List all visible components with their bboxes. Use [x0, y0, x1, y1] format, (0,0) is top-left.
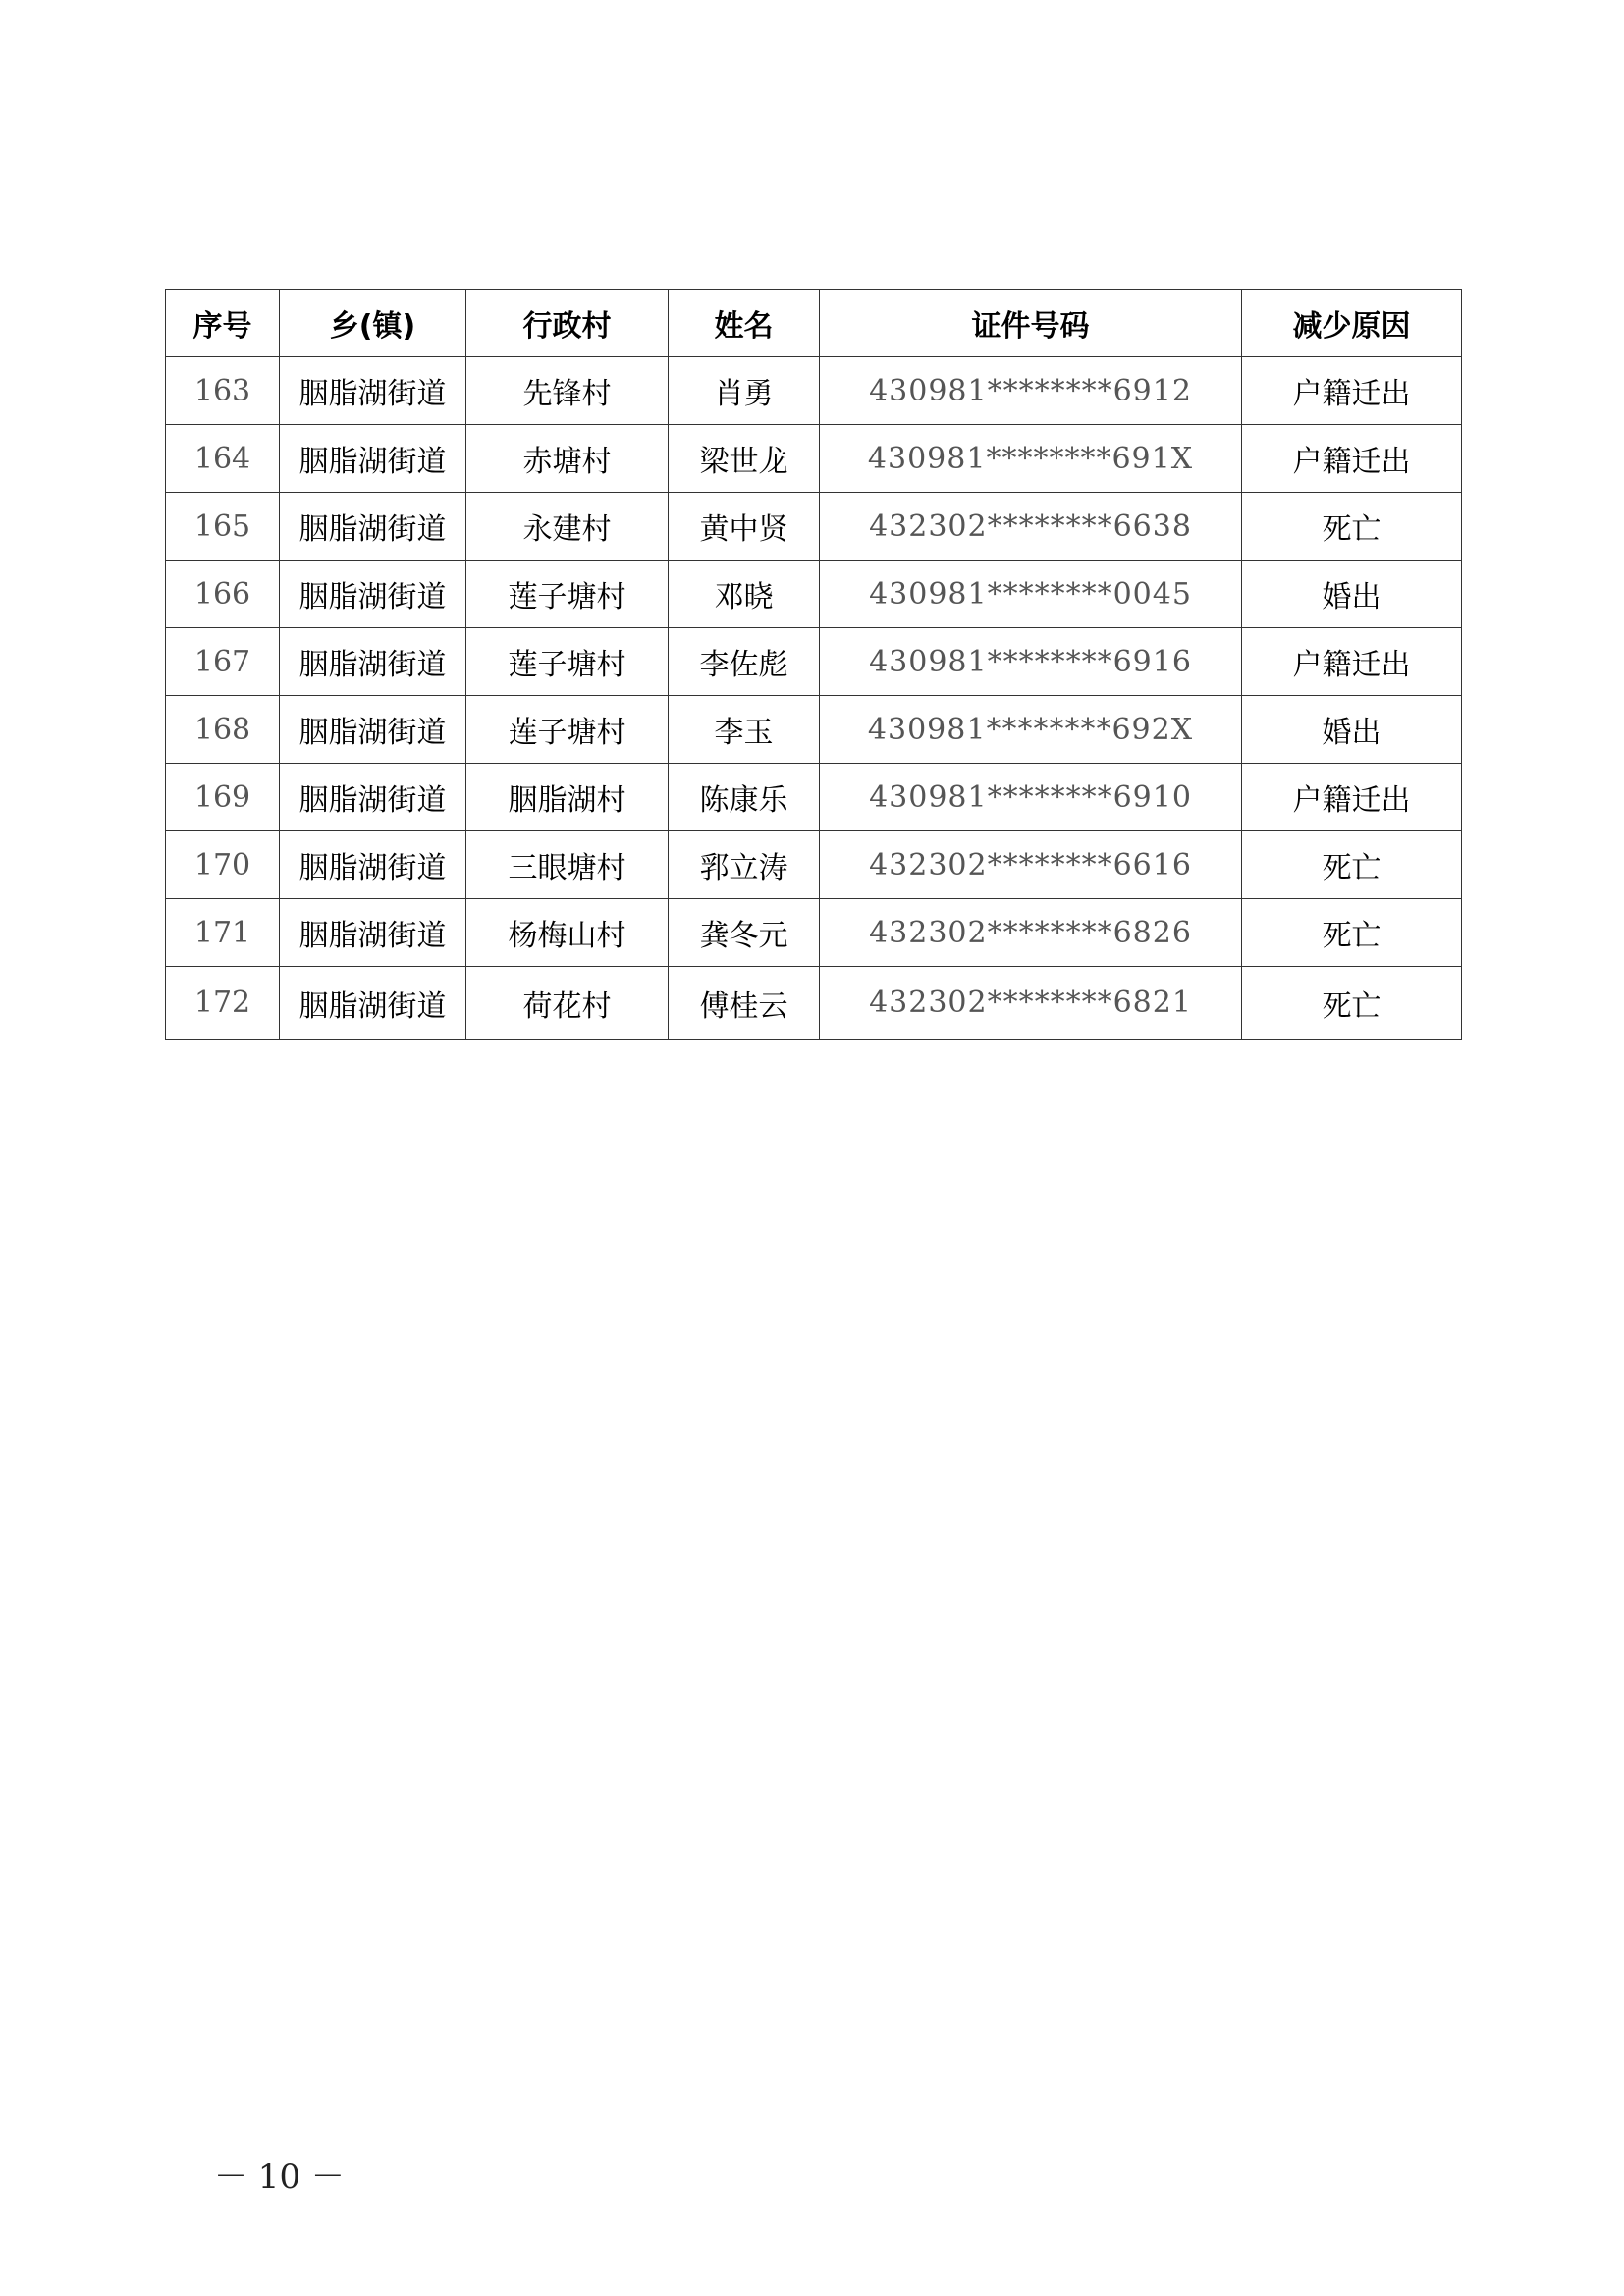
cell-township: 胭脂湖街道: [280, 764, 466, 831]
cell-seq: 171: [166, 899, 280, 967]
cell-village: 赤塘村: [466, 425, 669, 493]
cell-name: 黄中贤: [669, 493, 820, 561]
cell-village: 杨梅山村: [466, 899, 669, 967]
table-row: [166, 696, 1462, 764]
cell-name: 肖勇: [669, 357, 820, 425]
cell-village: 荷花村: [466, 967, 669, 1040]
table-row: [166, 628, 1462, 696]
cell-id-number: 430981********691X: [820, 425, 1242, 493]
table-row: [166, 493, 1462, 561]
cell-reason: 婚出: [1242, 561, 1462, 628]
cell-township: 胭脂湖街道: [280, 425, 466, 493]
cell-village: 三眼塘村: [466, 831, 669, 899]
cell-township: 胭脂湖街道: [280, 561, 466, 628]
cell-seq: 165: [166, 493, 280, 561]
table-row: [166, 425, 1462, 493]
table-header-row: [166, 290, 1462, 357]
cell-village: 先锋村: [466, 357, 669, 425]
table-row: [166, 357, 1462, 425]
table-row: [166, 764, 1462, 831]
cell-village: 莲子塘村: [466, 561, 669, 628]
cell-seq: 166: [166, 561, 280, 628]
table-row: [166, 831, 1462, 899]
cell-township: 胭脂湖街道: [280, 831, 466, 899]
cell-id-number: 432302********6616: [820, 831, 1242, 899]
cell-township: 胭脂湖街道: [280, 628, 466, 696]
header-name: 姓名: [669, 290, 820, 357]
cell-reason: 户籍迁出: [1242, 425, 1462, 493]
cell-reason: 婚出: [1242, 696, 1462, 764]
cell-id-number: 430981********0045: [820, 561, 1242, 628]
cell-name: 李玉: [669, 696, 820, 764]
cell-id-number: 432302********6638: [820, 493, 1242, 561]
cell-id-number: 432302********6821: [820, 967, 1242, 1040]
cell-reason: 死亡: [1242, 967, 1462, 1040]
header-township: 乡(镇): [280, 290, 466, 357]
cell-reason: 户籍迁出: [1242, 764, 1462, 831]
cell-name: 邓晓: [669, 561, 820, 628]
cell-reason: 死亡: [1242, 899, 1462, 967]
cell-id-number: 432302********6826: [820, 899, 1242, 967]
page-number: － 10 －: [214, 2158, 345, 2197]
header-id-number: 证件号码: [820, 290, 1242, 357]
cell-township: 胭脂湖街道: [280, 967, 466, 1040]
cell-name: 陈康乐: [669, 764, 820, 831]
cell-id-number: 430981********6912: [820, 357, 1242, 425]
cell-id-number: 430981********6910: [820, 764, 1242, 831]
cell-reason: 户籍迁出: [1242, 357, 1462, 425]
cell-name: 李佐彪: [669, 628, 820, 696]
cell-township: 胭脂湖街道: [280, 357, 466, 425]
cell-reason: 死亡: [1242, 831, 1462, 899]
table-row: [166, 561, 1462, 628]
cell-name: 傅桂云: [669, 967, 820, 1040]
cell-seq: 163: [166, 357, 280, 425]
header-village: 行政村: [466, 290, 669, 357]
header-seq: 序号: [166, 290, 280, 357]
header-reason: 减少原因: [1242, 290, 1462, 357]
table-row: [166, 899, 1462, 967]
cell-village: 莲子塘村: [466, 696, 669, 764]
cell-id-number: 430981********6916: [820, 628, 1242, 696]
cell-name: 梁世龙: [669, 425, 820, 493]
cell-seq: 164: [166, 425, 280, 493]
cell-reason: 死亡: [1242, 493, 1462, 561]
cell-village: 永建村: [466, 493, 669, 561]
roster-table: [165, 289, 1462, 1040]
cell-id-number: 430981********692X: [820, 696, 1242, 764]
cell-name: 郛立涛: [669, 831, 820, 899]
table-row: [166, 967, 1462, 1040]
cell-village: 胭脂湖村: [466, 764, 669, 831]
cell-township: 胭脂湖街道: [280, 696, 466, 764]
cell-township: 胭脂湖街道: [280, 899, 466, 967]
cell-seq: 170: [166, 831, 280, 899]
cell-township: 胭脂湖街道: [280, 493, 466, 561]
cell-seq: 169: [166, 764, 280, 831]
cell-reason: 户籍迁出: [1242, 628, 1462, 696]
cell-name: 龚冬元: [669, 899, 820, 967]
cell-seq: 167: [166, 628, 280, 696]
cell-village: 莲子塘村: [466, 628, 669, 696]
cell-seq: 172: [166, 967, 280, 1040]
cell-seq: 168: [166, 696, 280, 764]
